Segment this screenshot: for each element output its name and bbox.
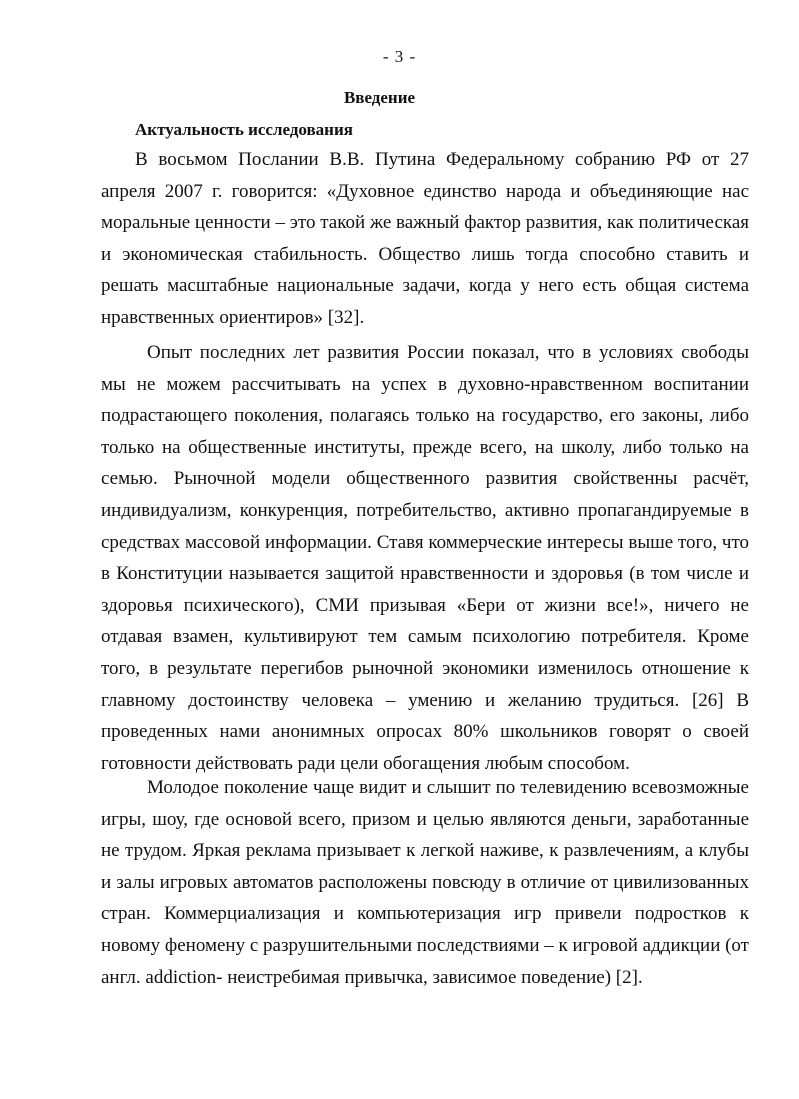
section-subheading: Актуальность исследования	[135, 120, 353, 139]
section-heading: Введение	[343, 88, 416, 107]
paragraph-2: Опыт последних лет развития России показал, что в условиях свободы мы не можем рассчитывать на успех в духовно-нравственном воспитании подрастающего поколения, полагаясь только на государство, его законы, либо только на общественные институты, прежде всего, на школу, либо только на семью. Рыночной модели общественного развития свойственны расчёт, индивидуализм, конкуренция, потребительство, активно пропагандируемые в средствах массовой информации. Ставя коммерческие интересы выше того, что в Конституции называется защитой нравственности и здоровья (в том числе и здоровья психического), СМИ призывая «Бери от жизни все!», ничего не отдавая взамен, культивируют тем самым психологию потребителя. Кроме того, в результате перегибов рыночной экономики изменилось отношение к главному достоинству человека – умению и желанию трудиться. [26] В проведенных нами анонимных опросах 80% школьников говорят о своей готовности действовать ради цели обогащения любым способом.	[101, 342, 749, 774]
paragraph-3: Молодое поколение чаще видит и слышит по телевидению всевозможные игры, шоу, где основой всего, призом и целью являются деньги, заработанные не трудом. Яркая реклама призывает к легкой наживе, к развлечениям, а клубы и залы игровых автоматов расположены повсюду в отличие от цивилизованных стран. Коммерциализация и компьютеризация игр привели подростков к новому феномену с разрушительными последствиями – к игровой аддикции (от англ. addiction- неистребимая привычка, зависимое поведение) [2].	[101, 777, 749, 988]
paragraph-1: В восьмом Послании В.В. Путина Федеральному собранию РФ от 27 апреля 2007 г. говорится: «Духовное единство народа и объединяющие нас моральные ценности – это такой же важный фактор развития, как политическая и экономическая стабильность. Общество лишь тогда способно ставить и решать масштабные национальные задачи, когда у него есть общая система нравственных ориентиров» [32].	[101, 149, 749, 328]
page-number: - 3 -	[382, 47, 417, 66]
